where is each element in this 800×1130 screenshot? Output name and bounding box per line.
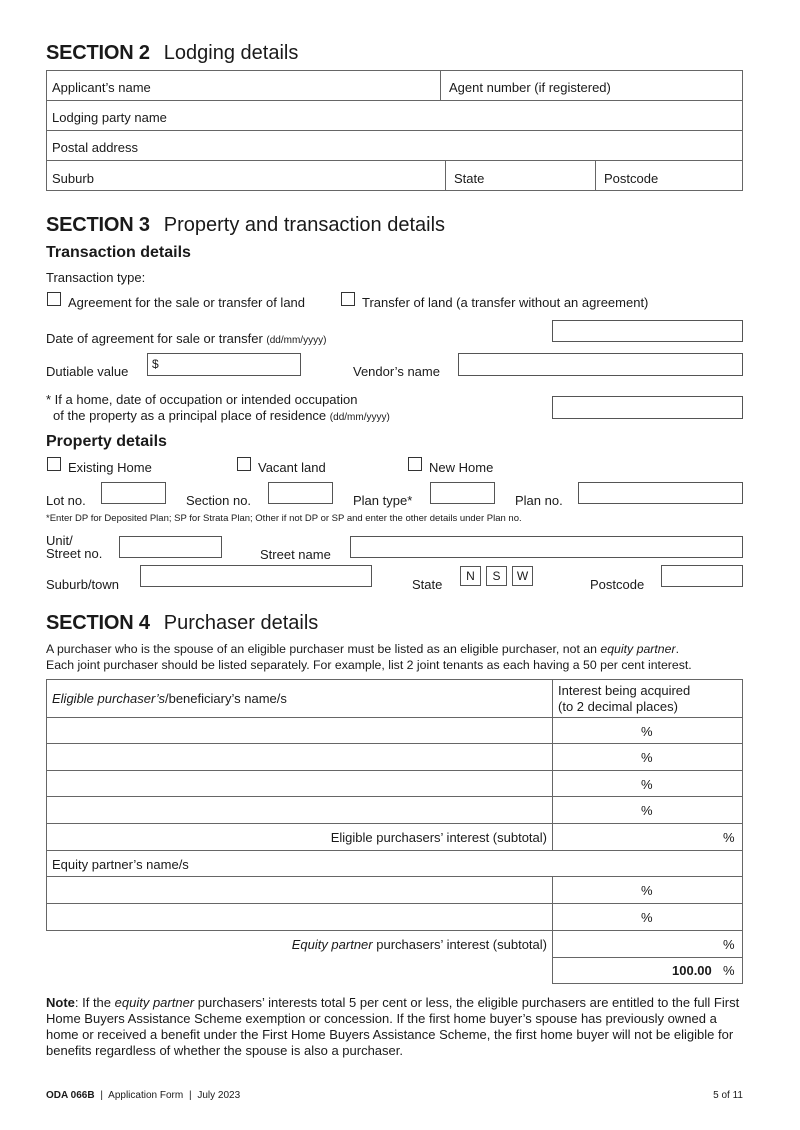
date-agreement-label: Date of agreement for sale or transfer (dd/mm/yyyy): [46, 331, 327, 346]
occupation-label-line1: * If a home, date of occupation or intended occupation: [46, 392, 358, 407]
plan-type-label: Plan type*: [353, 493, 413, 508]
plan-no-label: Plan no.: [515, 493, 563, 508]
postcode-input[interactable]: [661, 565, 743, 587]
eligible-name-input-1[interactable]: [47, 718, 552, 743]
plan-type-note: *Enter DP for Deposited Plan; SP for Strata Plan; Other if not DP or SP and enter the other details under Plan no.: [46, 513, 522, 524]
new-home-label: New Home: [429, 460, 494, 475]
eligible-subtotal-pct[interactable]: %: [723, 830, 735, 845]
occupation-date-input[interactable]: [552, 396, 743, 419]
state-letter-n: N: [460, 566, 481, 586]
suburb-town-input[interactable]: [140, 565, 372, 587]
equity-subtotal-cell[interactable]: [552, 930, 743, 958]
agreement-checkbox[interactable]: [47, 292, 61, 306]
lot-no-input[interactable]: [101, 482, 166, 504]
occupation-label-line2: of the property as a principal place of residence (dd/mm/yyyy): [53, 408, 390, 423]
equity-pct-1[interactable]: %: [641, 883, 653, 898]
section-no-input[interactable]: [268, 482, 333, 504]
agent-number-field[interactable]: Agent number (if registered): [449, 80, 611, 95]
purchaser-intro-line1: A purchaser who is the spouse of an eligible purchaser must be listed as an eligible purchaser, not an equity partner.: [46, 642, 679, 656]
total-cell: [552, 957, 743, 984]
vacant-land-label: Vacant land: [258, 460, 326, 475]
equity-pct-2[interactable]: %: [641, 910, 653, 925]
vacant-land-checkbox[interactable]: [237, 457, 251, 471]
state-letter-w: W: [512, 566, 533, 586]
eligible-pct-3[interactable]: %: [641, 777, 653, 792]
eligible-name-input-3[interactable]: [47, 771, 552, 796]
lodging-party-field[interactable]: Lodging party name: [52, 110, 167, 125]
dutiable-value-label: Dutiable value: [46, 364, 129, 379]
postal-address-field[interactable]: Postal address: [52, 140, 138, 155]
street-name-label: Street name: [260, 547, 331, 562]
existing-home-checkbox[interactable]: [47, 457, 61, 471]
section-4-heading: SECTION 4 Purchaser details: [46, 612, 319, 634]
purchaser-note: Note: If the equity partner purchasers’ interests total 5 per cent or less, the eligible purchasers are entitled to the full First Home Buyers Assistance Scheme exemption or concession. If the first home buyer’s spouse has previously owned a home or received a benefit under the First Home Buyers Assistance Scheme, the first home buyer will not be eligible for benefits regardless of whether the spouse is also a purchaser.: [46, 995, 740, 1058]
postcode-label: Postcode: [590, 577, 645, 592]
page-number: 5 of 11: [713, 1090, 743, 1101]
section-3-heading: SECTION 3 Property and transaction details: [46, 214, 446, 236]
transaction-type-label: Transaction type:: [46, 270, 146, 285]
street-no-input[interactable]: [119, 536, 222, 558]
section-2-heading: SECTION 2 Lodging details: [46, 42, 299, 64]
total-value: 100.00: [672, 963, 712, 978]
purchaser-intro-line2: Each joint purchaser should be listed separately. For example, list 2 joint tenants as each having a 50 per cent interest.: [46, 658, 692, 672]
state-label: State: [412, 577, 443, 592]
section-no-label: Section no.: [186, 493, 252, 508]
transaction-details-heading: Transaction details: [46, 244, 191, 261]
vendor-name-label: Vendor’s name: [353, 364, 440, 379]
eligible-subtotal-label: Eligible purchasers’ interest (subtotal): [330, 830, 547, 845]
suburb-town-label: Suburb/town: [46, 577, 119, 592]
plan-no-input[interactable]: [578, 482, 743, 504]
vendor-name-input[interactable]: [458, 353, 743, 376]
footer-form-info: ODA 066B | Application Form | July 2023: [46, 1090, 241, 1101]
lot-no-label: Lot no.: [46, 493, 86, 508]
agreement-option-label: Agreement for the sale or transfer of land: [68, 295, 306, 310]
equity-name-input-2[interactable]: [47, 904, 552, 930]
eligible-pct-1[interactable]: %: [641, 724, 653, 739]
state-letter-s: S: [486, 566, 507, 586]
applicant-name-field[interactable]: Applicant’s name: [52, 80, 151, 95]
dollar-sign: $: [152, 357, 159, 371]
unit-street-no-label: Unit/ Street no.: [46, 533, 103, 561]
property-details-heading: Property details: [46, 433, 167, 450]
eligible-pct-4[interactable]: %: [641, 803, 653, 818]
new-home-checkbox[interactable]: [408, 457, 422, 471]
equity-name-input-1[interactable]: [47, 877, 552, 903]
plan-type-input[interactable]: [430, 482, 495, 504]
eligible-name-input-4[interactable]: [47, 797, 552, 823]
equity-subtotal-label: Equity partner purchasers’ interest (subtotal): [291, 937, 547, 952]
street-name-input[interactable]: [350, 536, 743, 558]
equity-subtotal-pct: %: [723, 937, 735, 952]
date-agreement-input[interactable]: [552, 320, 743, 342]
equity-partner-names-label: Equity partner’s name/s: [52, 857, 189, 872]
total-pct: %: [723, 963, 735, 978]
dutiable-value-input[interactable]: [147, 353, 301, 376]
suburb-field[interactable]: Suburb: [52, 171, 94, 186]
state-field[interactable]: State: [454, 171, 485, 186]
col-header-name: Eligible purchaser’s/beneficiary’s name/s: [52, 691, 287, 706]
eligible-pct-2[interactable]: %: [641, 750, 653, 765]
existing-home-label: Existing Home: [68, 460, 152, 475]
col-header-interest: Interest being acquired (to 2 decimal places): [558, 683, 691, 714]
transfer-option-label: Transfer of land (a transfer without an agreement): [362, 295, 649, 310]
postcode-field[interactable]: Postcode: [604, 171, 659, 186]
transfer-checkbox[interactable]: [341, 292, 355, 306]
eligible-name-input-2[interactable]: [47, 744, 552, 770]
